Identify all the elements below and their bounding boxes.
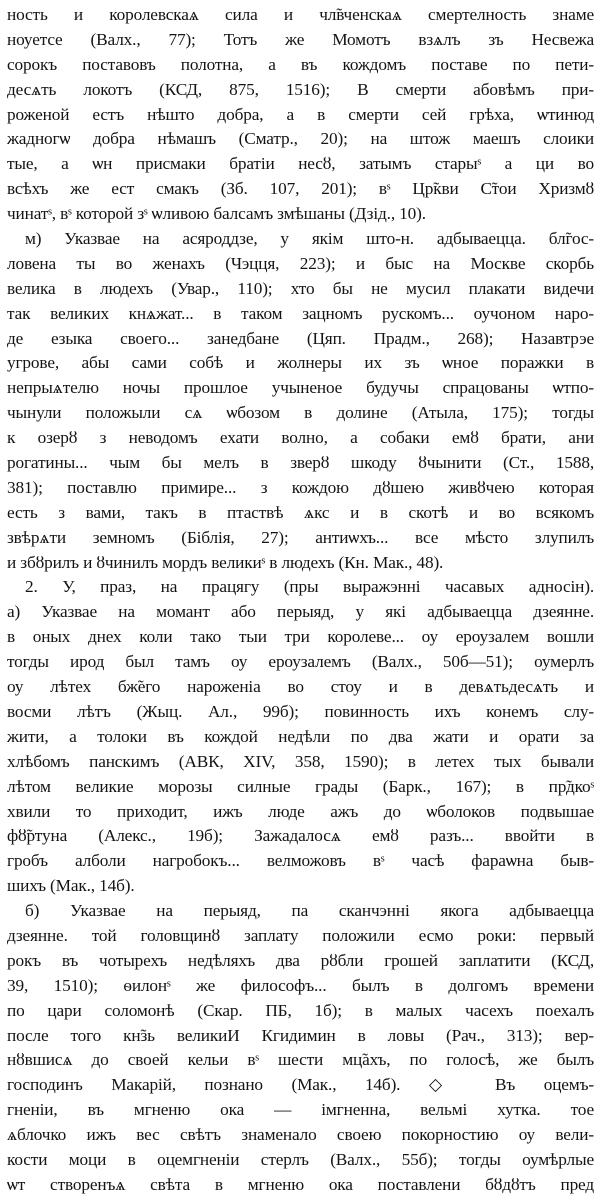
text-line: господинъ Макарій, познано (Мак., 14б). ◇ Въ оцемъ- bbox=[7, 1075, 594, 1095]
text-line: гненіи, въ мгненю ока — імгненна, вельмі хутка. тое bbox=[7, 1100, 594, 1120]
text-line: ность и королевскаѧ сила и чл̃вченскаѧ смертелность знаме bbox=[7, 5, 594, 24]
text-line: тые, а ѡн присмаки братіи несȣ, затымъ старыˢ а ци во bbox=[7, 154, 594, 174]
text-line: к озерȣ з неводомъ ехати волно, а собаки емȣ брати, ани bbox=[7, 428, 594, 448]
text-line: после того кн̃зь великиИ Кгидимин в ловы (Рач., 313); вер- bbox=[7, 1025, 594, 1045]
text-line: и збȣрилъ и ȣчинилъ мордъ великиˢ в людехъ (Кн. Мак., 48). bbox=[7, 552, 444, 572]
text-line: 381); поставлю примире... з кождою дȣшею живȣчею которая bbox=[7, 477, 594, 497]
text-line: тогды ирод был тамъ оу ероузалемъ (Валх., 50б—51); оумерлъ bbox=[7, 652, 594, 672]
text-line: фȣ̃ртуна (Алекс., 19б); Зажадалосѧ емȣ разъ... ввойти в bbox=[7, 826, 594, 846]
text-line: дзеянне. той головщинȣ заплату положили есмо роки: первый bbox=[7, 925, 594, 945]
text-line: восми лѣтъ (Жыц. Ал., 99б); повинность ихъ конемъ слу- bbox=[7, 701, 594, 721]
text-line: лѣтом великие морозы силные грады (Барк., 167); в пр̃дкоˢ bbox=[7, 776, 594, 796]
text-column bbox=[7, 3, 594, 1198]
text-line: 2. У, праз, на працягу (пры выражэнні часавых адносін). bbox=[25, 577, 594, 597]
text-line: м) Указвае на асяроддзе, у якім што-н. адбываецца. бл̃гос- bbox=[25, 229, 594, 249]
text-line: сорокъ поставовъ полотна, а въ кождомъ поставе по пети- bbox=[7, 54, 594, 74]
text-line: жадногѡ добра нѣмашъ (Сматр., 20); на штож маешъ слоики bbox=[7, 129, 594, 149]
text-line: десѧть локотъ (КСД, 875, 1516); В смерти абовѣмъ при- bbox=[7, 79, 594, 99]
text-line: ловена ты во женахъ (Чэцця, 223); и быс на Москве скорбь bbox=[7, 253, 594, 273]
text-line: оу лѣтех бж̃его нароженіа во стоу и в девѧтьдесѧть и bbox=[7, 677, 594, 697]
text-line: в оных днех коли тако тыи три королеве... оу ероузалем вошли bbox=[7, 627, 594, 647]
text-line: угрове, абы сами собѣ и жолнеры их зъ ѡное поражки в bbox=[7, 353, 594, 373]
text-line: а) Указвае на момант або перыяд, у які адбываецца дзеянне. bbox=[7, 602, 594, 622]
text-line: непрыѧтелю ночы прошлое учыненое будучы спрацованы ѡтпо- bbox=[7, 378, 594, 398]
text-line: звѣрѧти земномъ (Біблія, 27); антиѡхъ... все мѣсто злупилъ bbox=[7, 527, 594, 547]
text-line: велика в людехъ (Увар., 110); хто бы не мусил плакати видечи bbox=[7, 278, 594, 298]
text-line: ноуетсе (Валх., 77); Тотъ же Момотъ взѧлъ зъ Несвежа bbox=[7, 29, 594, 49]
text-line: роженой естъ нѣшто добра, а в смерти сей грѣха, ѡтинюд bbox=[7, 104, 594, 124]
text-line: чынули положыли сѧ ѡбозом в долине (Атыла, 175); тогды bbox=[7, 403, 594, 423]
text-line: нȣвшисѧ до своей кельи вˢ шести мц̃ахъ, по голосѣ, же былъ bbox=[7, 1050, 594, 1070]
text-line: гробъ алболи нагробокъ... велможовъ вˢ часѣ фараѡна быв- bbox=[7, 851, 594, 871]
text-line: жити, а толоки въ кождой недѣли по два жати и орати за bbox=[7, 726, 594, 746]
text-line: рокъ въ чотырехъ недѣляхъ два рȣбли грошей заплатити (КСД, bbox=[7, 950, 594, 970]
text-line: по цари соломонѣ (Скар. ПБ, 1б); в малых часехъ поехалъ bbox=[7, 1000, 594, 1020]
text-line: де езыка своего... занедбане (Цяп. Прадм., 268); Назавтрэе bbox=[7, 328, 594, 348]
text-line: 39, 1510); ѳилонˢ же философъ... былъ в долгомъ времени bbox=[7, 975, 594, 995]
text-line: рогатины... чым бы мелъ в зверȣ шкоду ȣчынити (Ст., 1588, bbox=[7, 453, 594, 473]
text-line: чинатˢ, вˢ которой зˢ ѡливою балсамъ змѣшаны (Дзід., 10). bbox=[7, 204, 426, 224]
text-line: хлѣбомъ панскимъ (АВК, XIV, 358, 1590); в летех тых бывали bbox=[7, 751, 594, 771]
text-line: ѡт створенъѧ свѣта в мгненю ока поставлени бȣдȣтъ пред bbox=[7, 1174, 594, 1194]
text-line: так великих кнѧжат... в таком зацномъ рускомъ... оучоном наро- bbox=[7, 303, 594, 323]
text-line: шихъ (Мак., 14б). bbox=[7, 876, 135, 896]
text-line: хвили то приходит, ижъ люде ажъ до ѡболоков подвышае bbox=[7, 801, 594, 821]
text-line: кости моци в оцемгненіи стерлъ (Валх., 55б); тогды оумѣрлые bbox=[7, 1149, 594, 1169]
text-line: ѧблочко ижъ вес свѣтъ знаменало своею покорностию оу вели- bbox=[7, 1125, 594, 1145]
text-line: б) Указвае на перыяд, па сканчэнні якога адбываецца bbox=[25, 901, 594, 921]
text-line: есть з вами, такъ в птаствѣ ѧкс и в скотѣ и во всякомъ bbox=[7, 502, 594, 522]
text-line: всѣхъ же ест смакъ (Зб. 107, 201); вˢ Цр̃кви С̃тои Хризмȣ bbox=[7, 179, 594, 199]
